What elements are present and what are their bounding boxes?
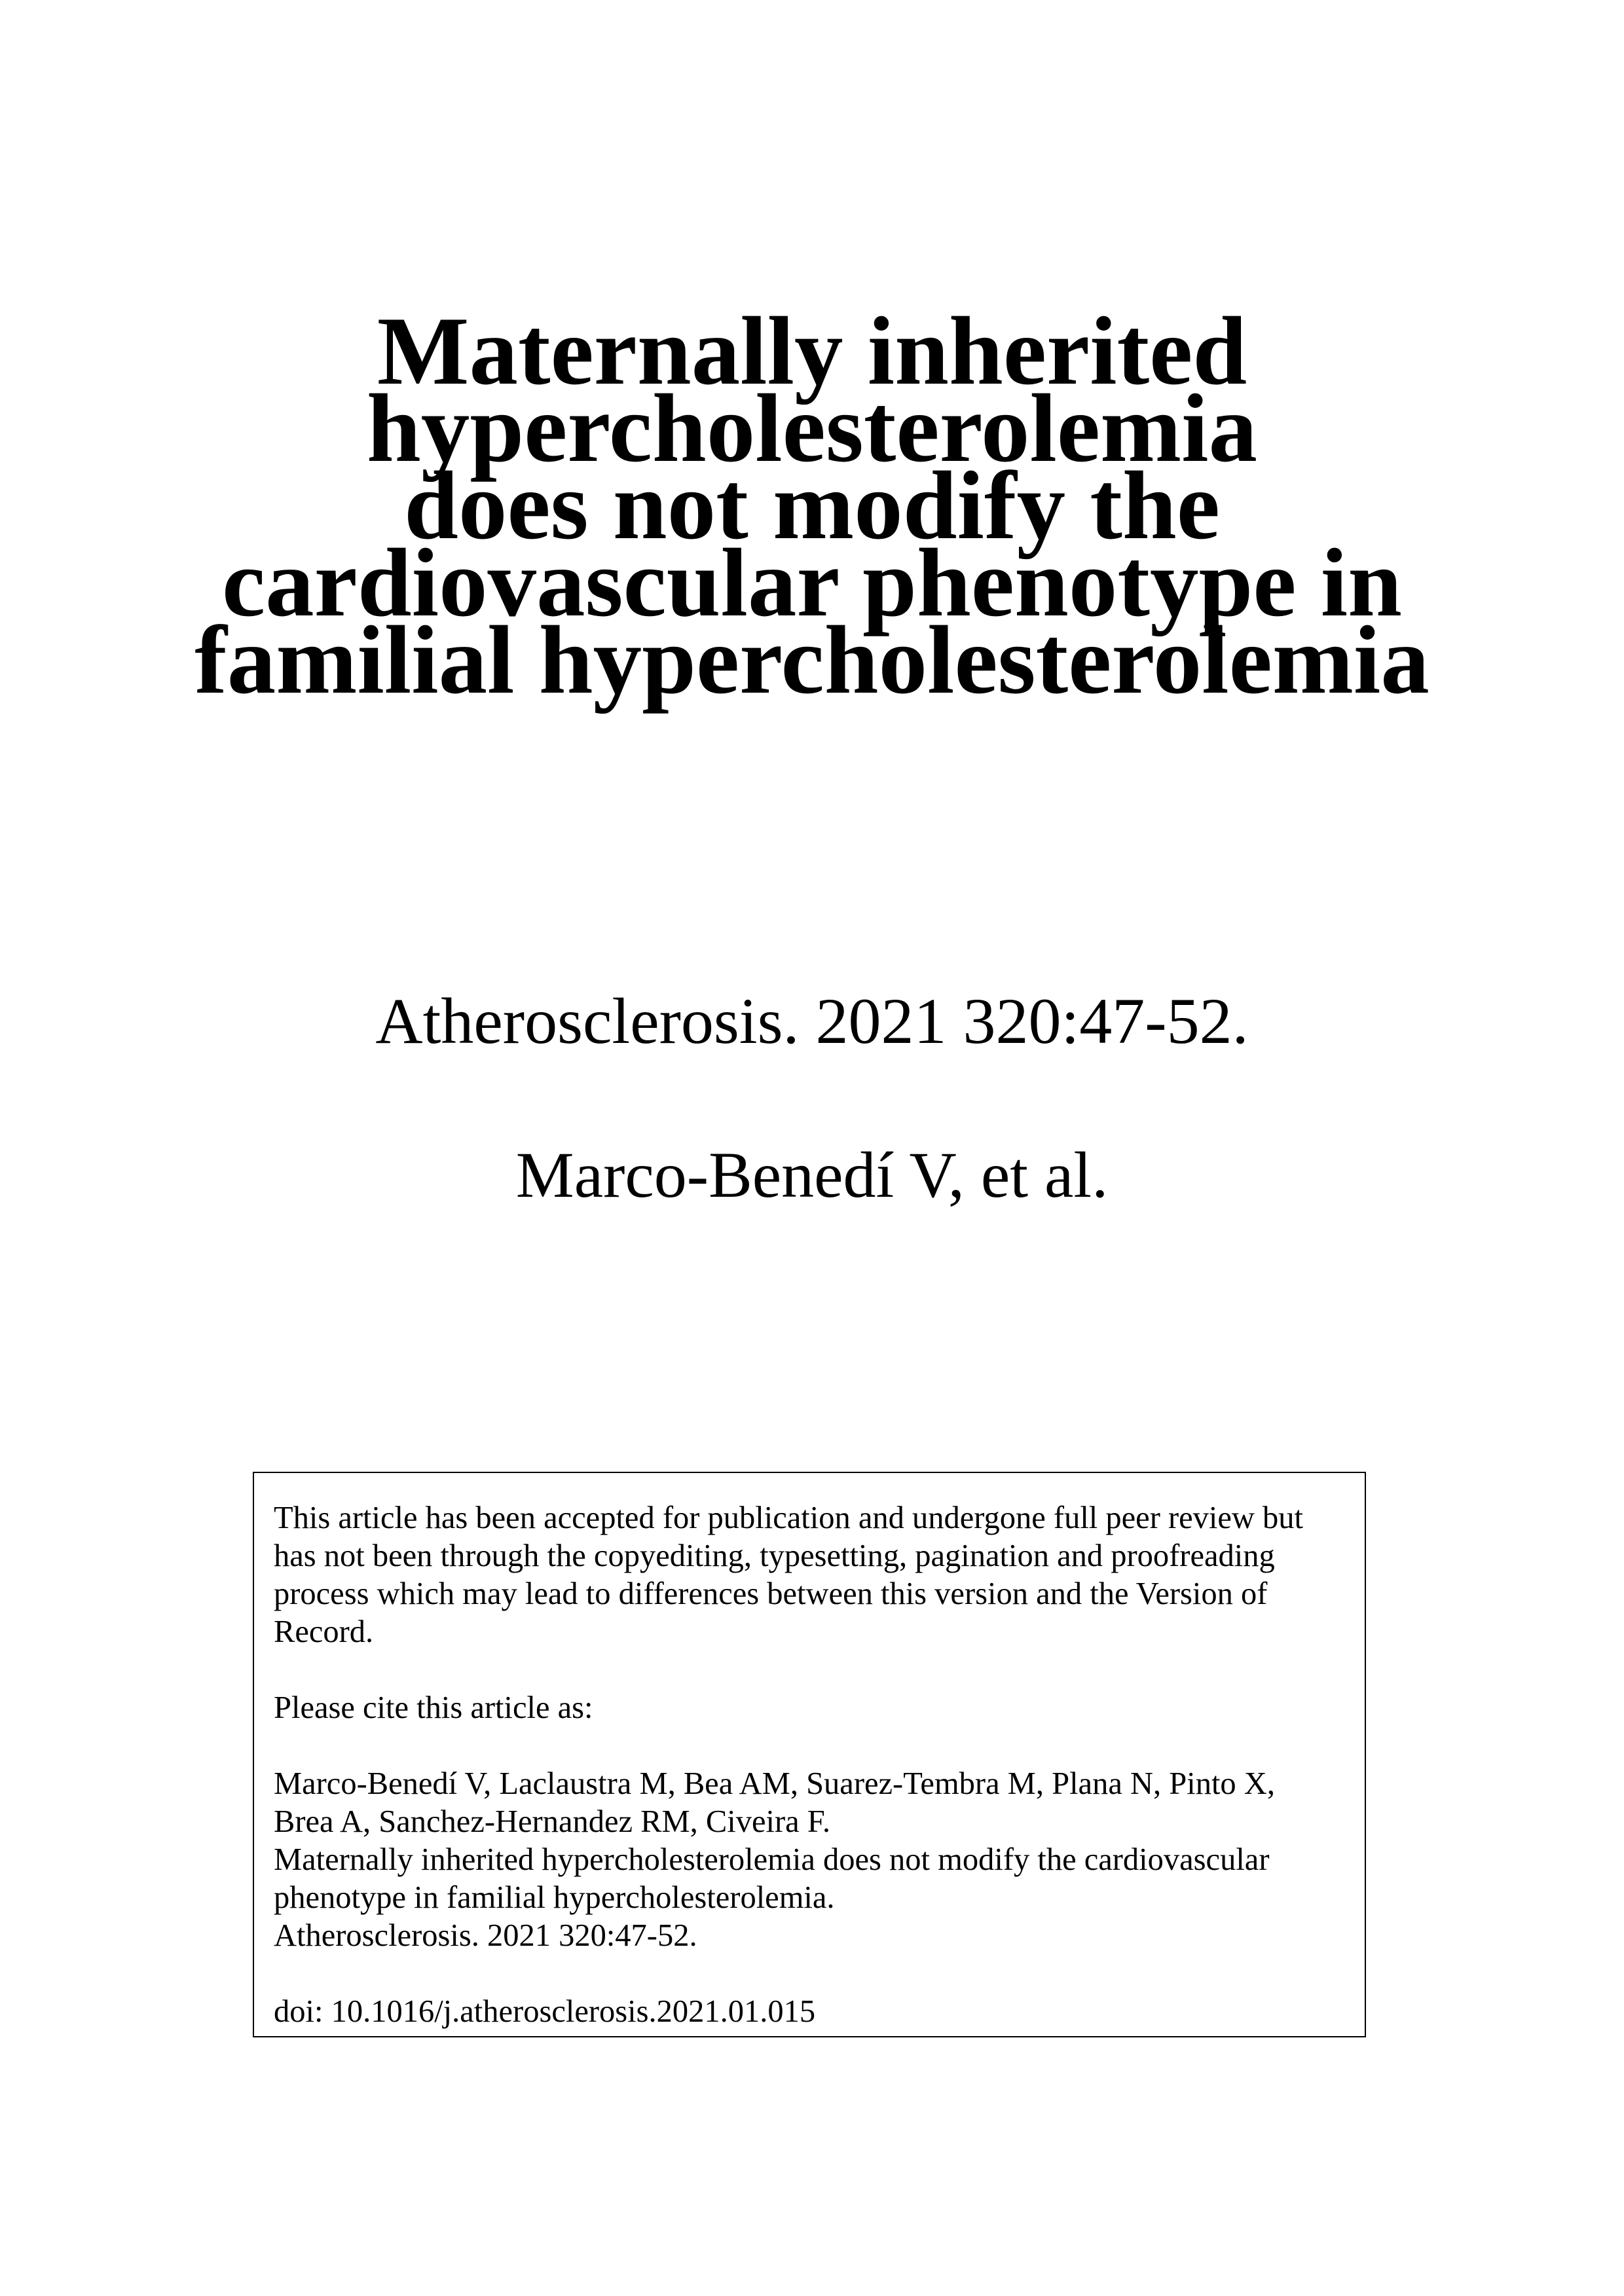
title-line-3: does not modify the [404,452,1220,560]
citation-authors-line-1: Marco-Benedí V, Laclaustra M, Bea AM, Suarez-Tembra M, Plana N, Pinto X, [274,1766,1275,1801]
journal-citation: Atherosclerosis. 2021 320:47-52. [375,985,1249,1057]
citation-journal: Atherosclerosis. 2021 320:47-52. [274,1918,697,1953]
citation-title-line-1: Maternally inherited hypercholesterolemia does not modify the cardiovascular [274,1842,1270,1877]
title-line-4: cardiovascular phenotype in [222,529,1402,637]
article-title [0,297,1624,714]
spacer [274,1955,1365,1993]
doi-text: doi: 10.1016/j.atherosclerosis.2021.01.015 [274,1994,816,2029]
title-line-1: Maternally inherited [377,297,1247,405]
citation-authors-line-2: Brea A, Sanchez-Hernandez RM, Civeira F. [274,1804,830,1839]
cite-prompt: Please cite this article as: [274,1690,593,1725]
publication-notice-box [253,1472,1366,2037]
authors-short: Marco-Benedí V, et al. [515,1139,1109,1211]
citation-title-line-2: phenotype in familial hypercholesterolemia. [274,1880,835,1915]
title-line-2: hypercholesterolemia [366,374,1258,483]
title-line-5: familial hypercholesterolemia [194,606,1430,714]
spacer [274,1651,1365,1689]
disclaimer-text: This article has been accepted for publication and undergone full peer review but has not been through the copyediting, typesetting, pagination and proofreading process which may lead to differences between this version and the Version of Record. [274,1501,1304,1649]
spacer [274,1727,1365,1765]
